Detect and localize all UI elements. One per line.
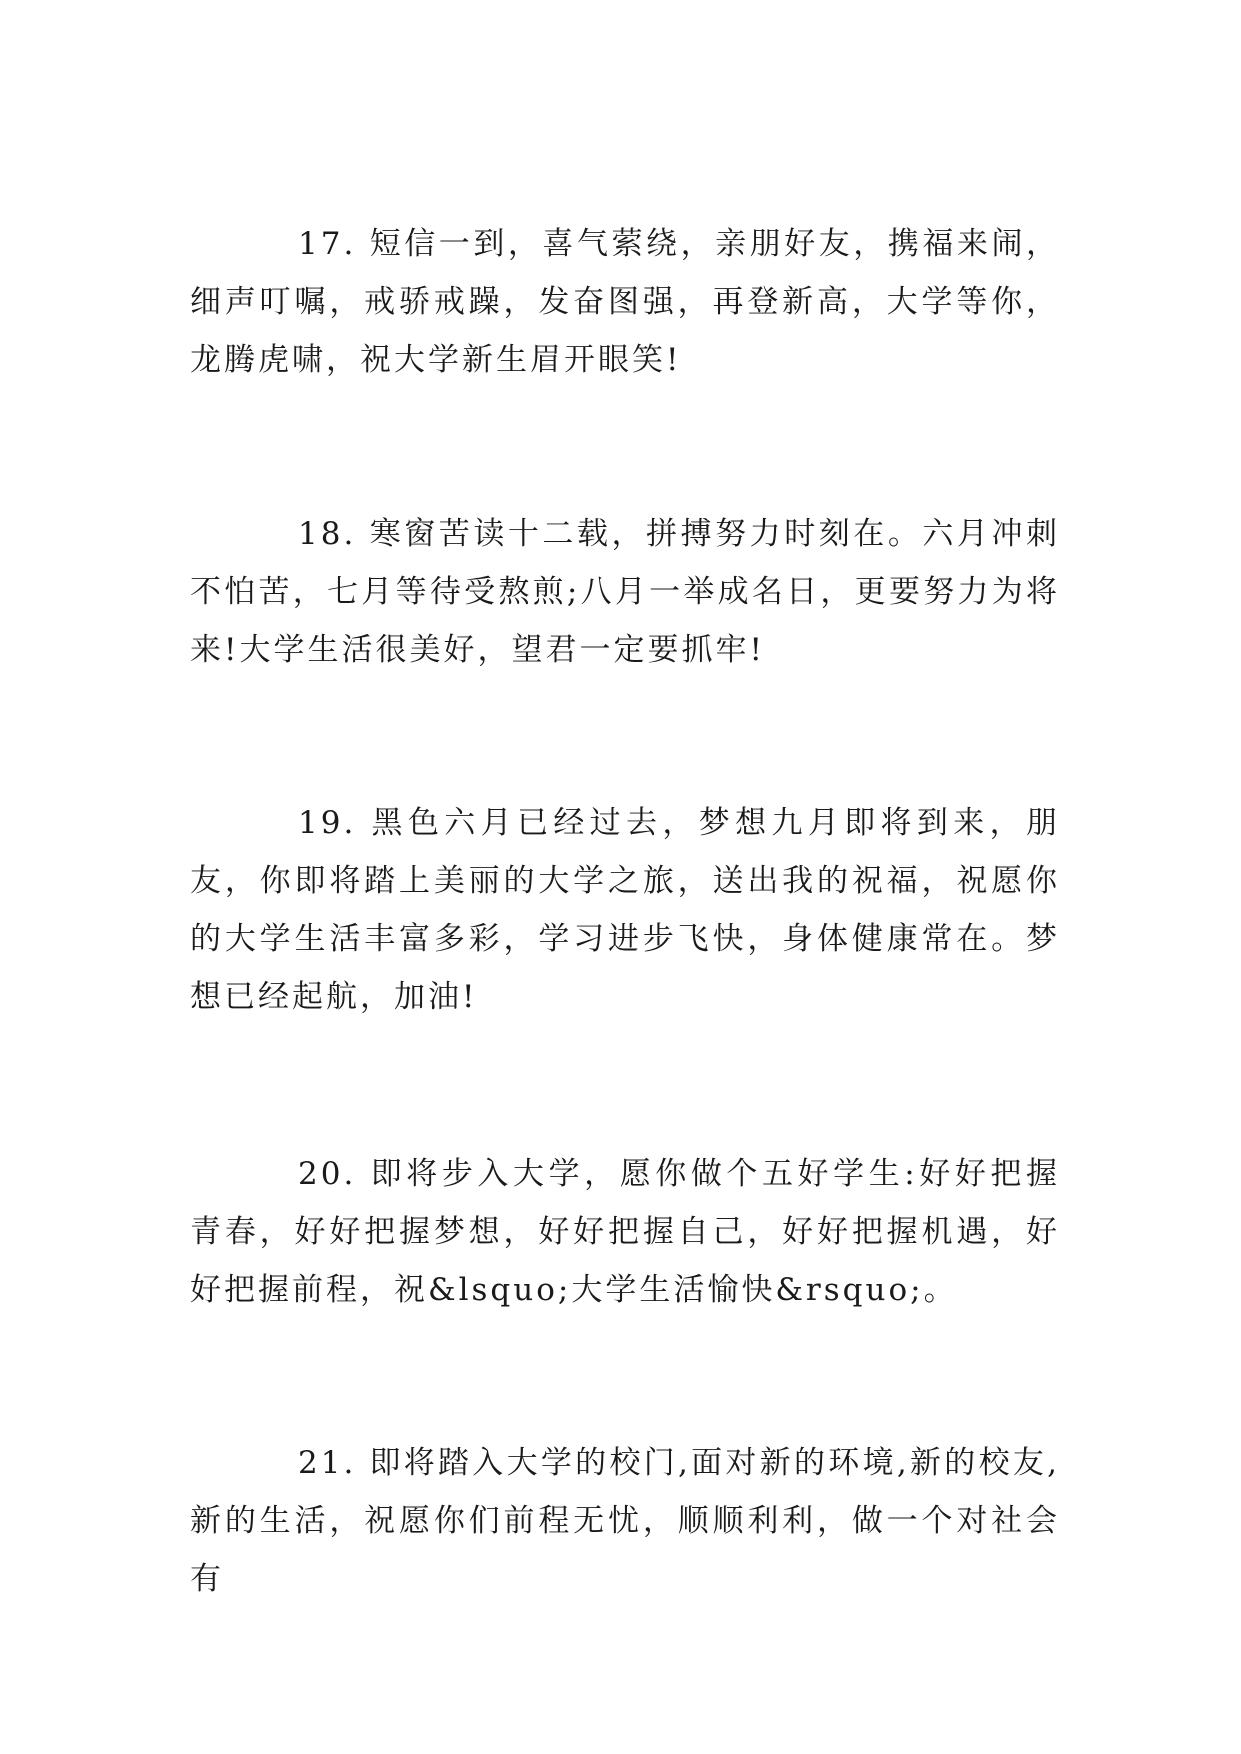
paragraph-19: 19. 黑色六月已经过去，梦想九月即将到来，朋友，你即将踏上美丽的大学之旅，送出我的祝福，祝愿你的大学生活丰富多彩，学习进步飞快，身体健康常在。梦想已经起航，加油! xyxy=(190,805,1060,1015)
paragraph-17: 17. 短信一到，喜气萦绕，亲朋好友，携福来闹，细声叮嘱，戒骄戒躁，发奋图强，再登新高，大学等你，龙腾虎啸，祝大学新生眉开眼笑! xyxy=(190,226,1060,378)
paragraph-20: 20. 即将步入大学，愿你做个五好学生:好好把握青春，好好把握梦想，好好把握自己，好好把握机遇，好好把握前程，祝&lsquo;大学生活愉快&rsquo;。 xyxy=(190,1156,1060,1308)
paragraph-18: 18. 寒窗苦读十二载，拼搏努力时刻在。六月冲刺不怕苦，七月等待受熬煎;八月一举成名日，更要努力为将来!大学生活很美好，望君一定要抓牢! xyxy=(190,516,1060,668)
paragraph-21: 21. 即将踏入大学的校门,面对新的环境,新的校友,新的生活，祝愿你们前程无忧，顺顺利利，做一个对社会有 xyxy=(190,1445,1060,1597)
